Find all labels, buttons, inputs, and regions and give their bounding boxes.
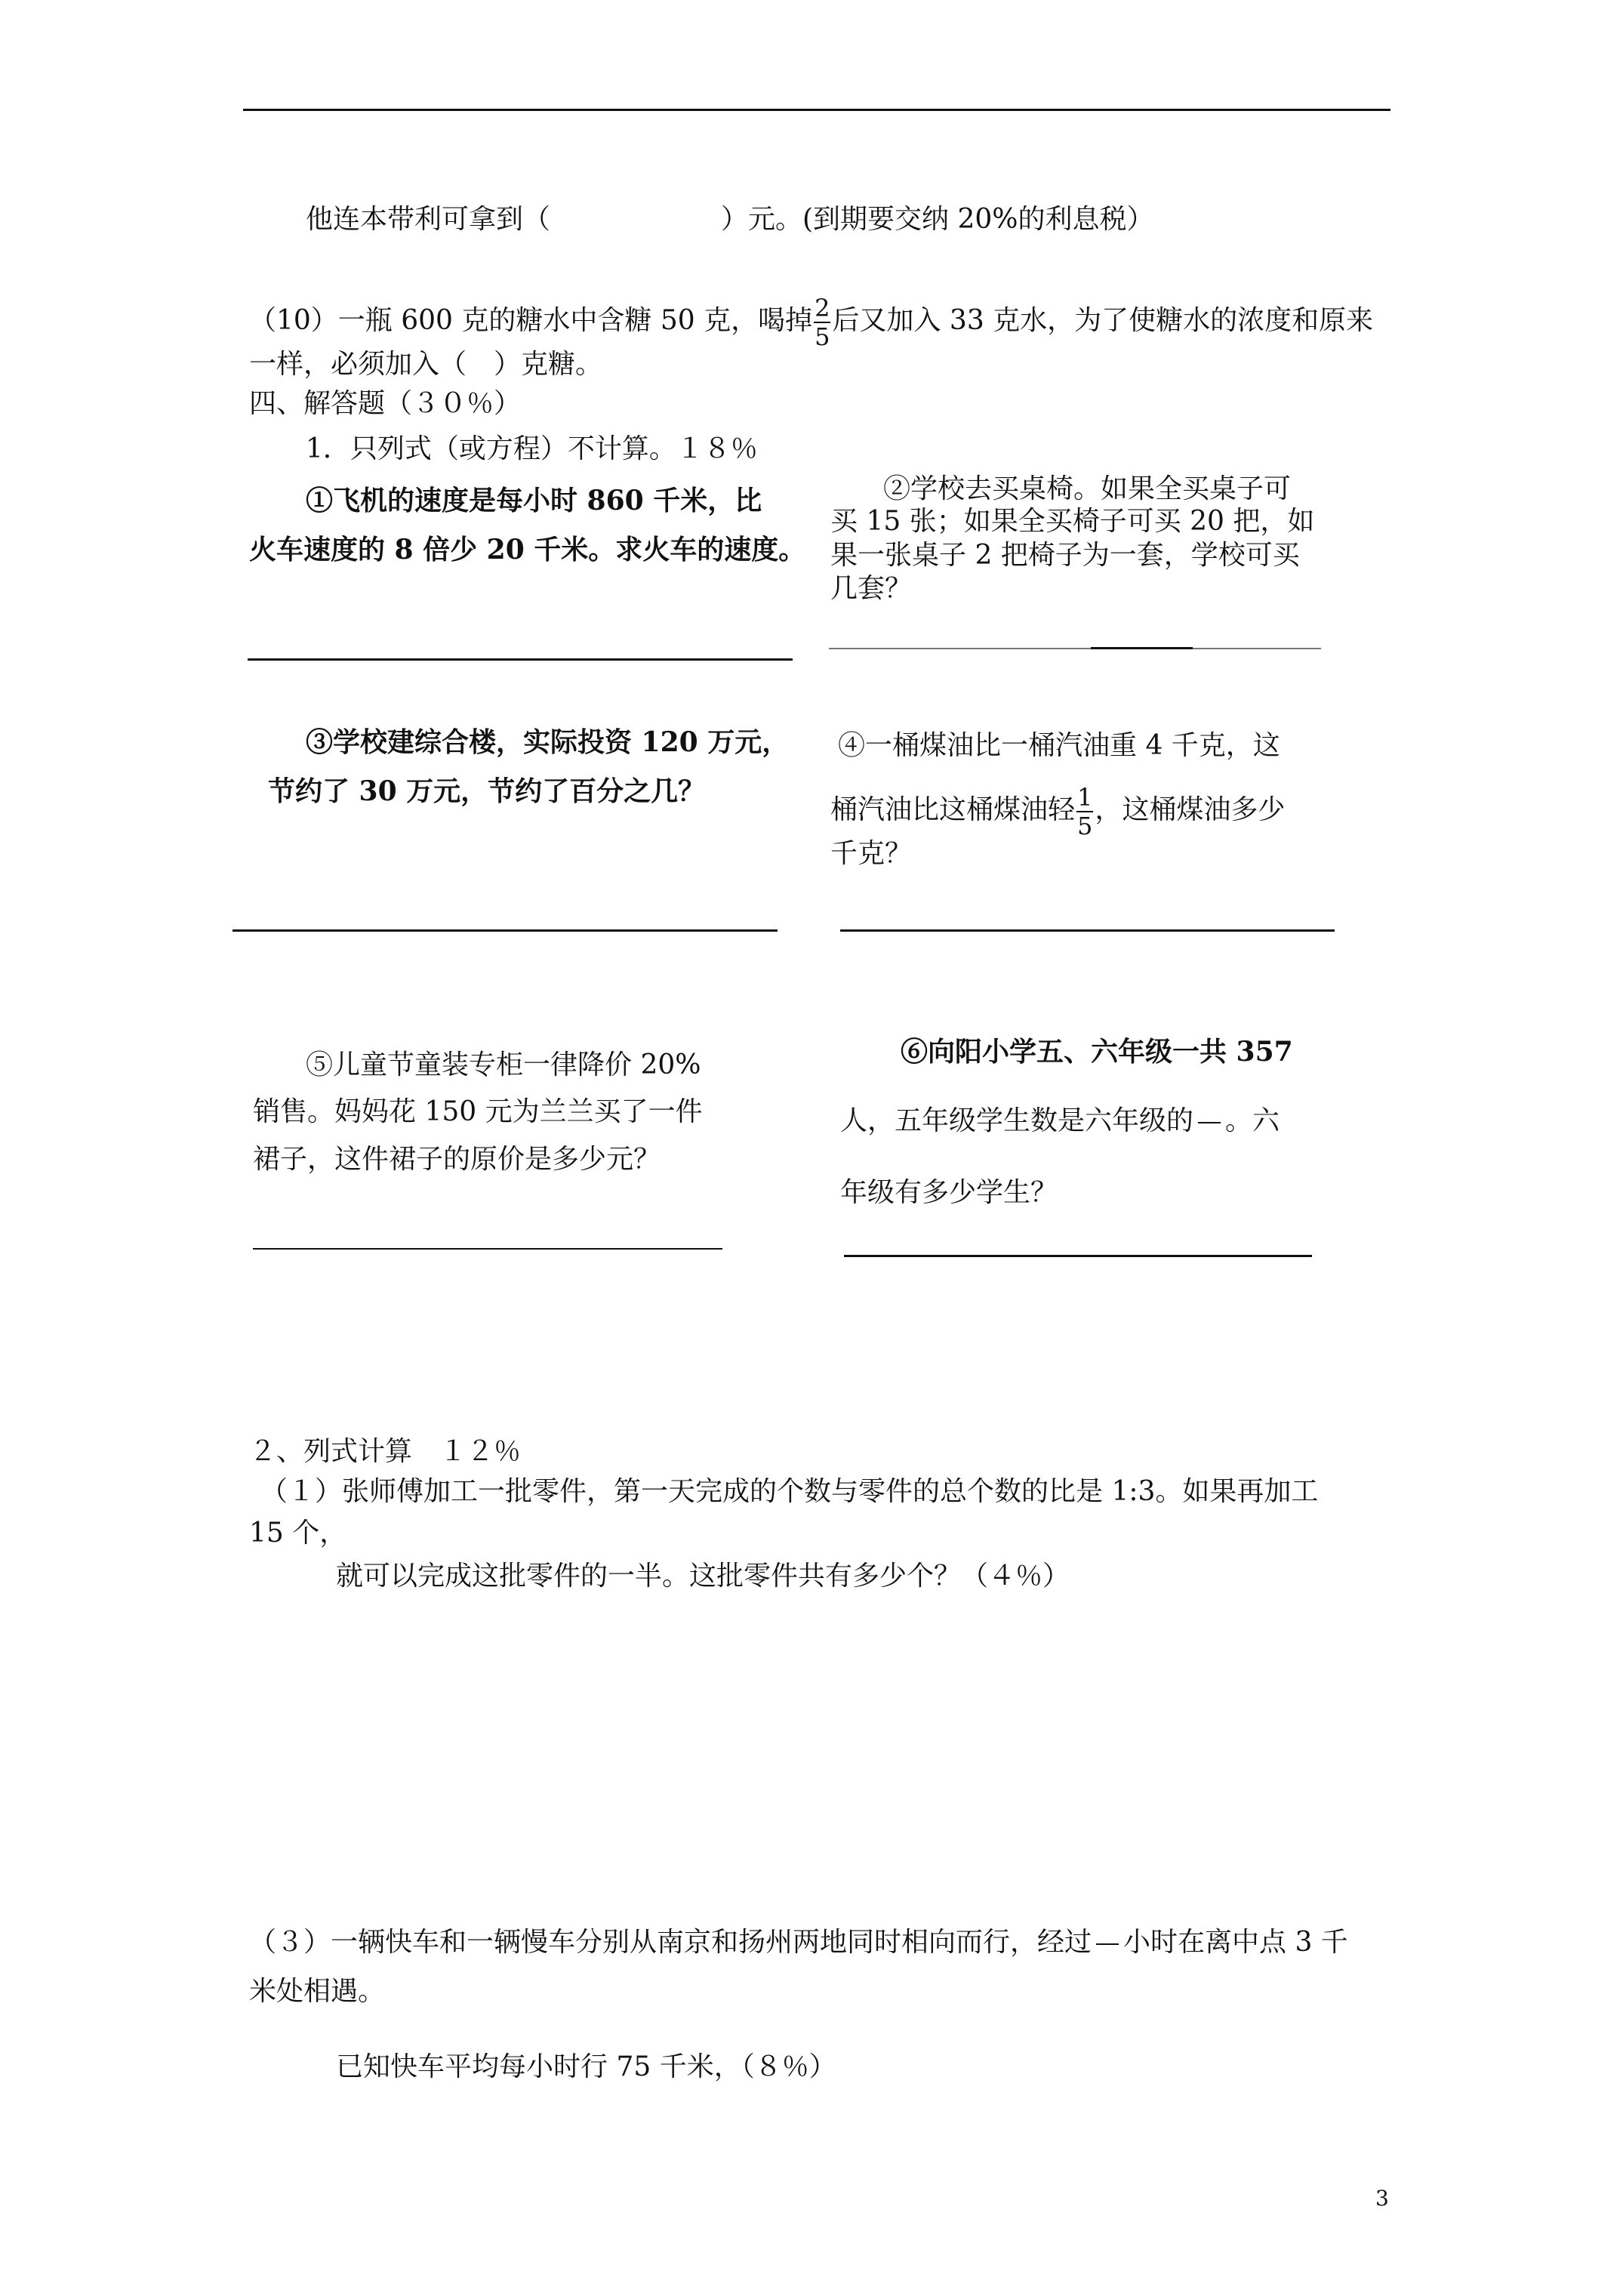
problem-2-line3: 果一张桌子 2 把椅子为一套，学校可买 [830, 540, 1300, 571]
problem-4-text-b: ，这桶煤油多少 [1095, 794, 1286, 825]
problem-5-line2: 销售。妈妈花 150 元为兰兰买了一件 [253, 1096, 703, 1127]
problem-3-line2: 节约了 30 万元，节约了百分之几？ [268, 775, 706, 807]
calc-3-text-b: 小时在离中点 3 千 [1123, 1927, 1348, 1958]
problem-2-answer-line [829, 648, 1321, 649]
problem-6-answer-line [844, 1255, 1312, 1257]
problem-1-line1: ①飞机的速度是每小时 860 千米，比 [306, 485, 762, 516]
header-rule [243, 109, 1390, 111]
q10-fraction: $\frac{2}{5}$ [815, 294, 830, 351]
problem-5-line3: 裙子，这件裙子的原价是多少元？ [253, 1144, 661, 1175]
section-4-sub1: 1．只列式（或方程）不计算。１８％ [306, 433, 758, 464]
problem-2-line2: 买 15 张；如果全买椅子可买 20 把，如 [830, 506, 1315, 537]
problem-4-line2 [830, 785, 1285, 838]
problem-2-line1: ②学校去买桌椅。如果全买桌子可 [883, 473, 1292, 504]
problem-3-line1: ③学校建综合楼，实际投资 120 万元， [306, 726, 790, 758]
calc-3-line2: 米处相遇。 [249, 1976, 386, 2007]
problem-6-text-b: 。六 [1225, 1105, 1280, 1136]
calc-1-line3: 就可以完成这批零件的一半。这批零件共有多少个？（４％） [336, 1561, 1070, 1592]
problem-1-answer-line [248, 658, 793, 661]
problem-6-fraction-placeholder [1198, 1122, 1221, 1123]
problem-6-line2 [840, 1104, 1280, 1139]
problem-5-line1: ⑤儿童节童装专柜一律降价 20% [306, 1049, 701, 1080]
problem-6-line3: 年级有多少学生？ [840, 1177, 1058, 1208]
calc-3-line3: 已知快车平均每小时行 75 千米，（８％） [336, 2051, 836, 2082]
problem-2-line4: 几套？ [830, 573, 913, 604]
problem-3-answer-line [233, 929, 778, 932]
question-10-line1 [249, 296, 1373, 349]
problem-4-answer-line [840, 929, 1335, 932]
q9-answer-right: ）元。(到期要交纳 20%的利息税） [721, 204, 1154, 235]
calc-1-line1: （１）张师傅加工一批零件，第一天完成的个数与零件的总个数的比是 1:3。如果再加工 [260, 1476, 1319, 1507]
calc-3-fraction-placeholder [1096, 1943, 1119, 1945]
section-2-title: ２、列式计算 １２％ [249, 1436, 522, 1467]
page-number: 3 [1375, 2186, 1389, 2211]
problem-5-answer-line [253, 1248, 722, 1250]
problem-6-text-a: 人，五年级学生数是六年级的 [840, 1105, 1194, 1136]
problem-4-text-a: 桶汽油比这桶煤油轻 [830, 794, 1076, 825]
calc-1-line2: 15 个， [249, 1518, 347, 1549]
problem-6-line1: ⑥向阳小学五、六年级一共 357 [901, 1036, 1293, 1068]
problem-4-line1: ④一桶煤油比一桶汽油重 4 千克，这 [838, 730, 1280, 761]
problem-1-line2: 火车速度的 8 倍少 20 千米。求火车的速度。 [249, 534, 806, 566]
q9-answer-left: 他连本带利可拿到（ [306, 204, 551, 235]
section-4-title: 四、解答题（３０％） [249, 388, 522, 419]
calc-3-line1 [249, 1925, 1348, 1960]
problem-4-line3: 千克？ [830, 838, 913, 869]
question-10-line2: 一样，必须加入（ ）克糖。 [249, 349, 603, 380]
q10-text-b: 后又加入 33 克水，为了使糖水的浓度和原来 [832, 305, 1374, 336]
q10-text-a: （10）一瓶 600 克的糖水中含糖 50 克，喝掉 [249, 305, 813, 336]
problem-4-fraction: $\frac{1}{5}$ [1077, 783, 1093, 840]
calc-3-text-a: （３）一辆快车和一辆慢车分别从南京和扬州两地同时相向而行，经过 [249, 1927, 1092, 1958]
problem-2-answer-line-mark [1091, 647, 1193, 649]
